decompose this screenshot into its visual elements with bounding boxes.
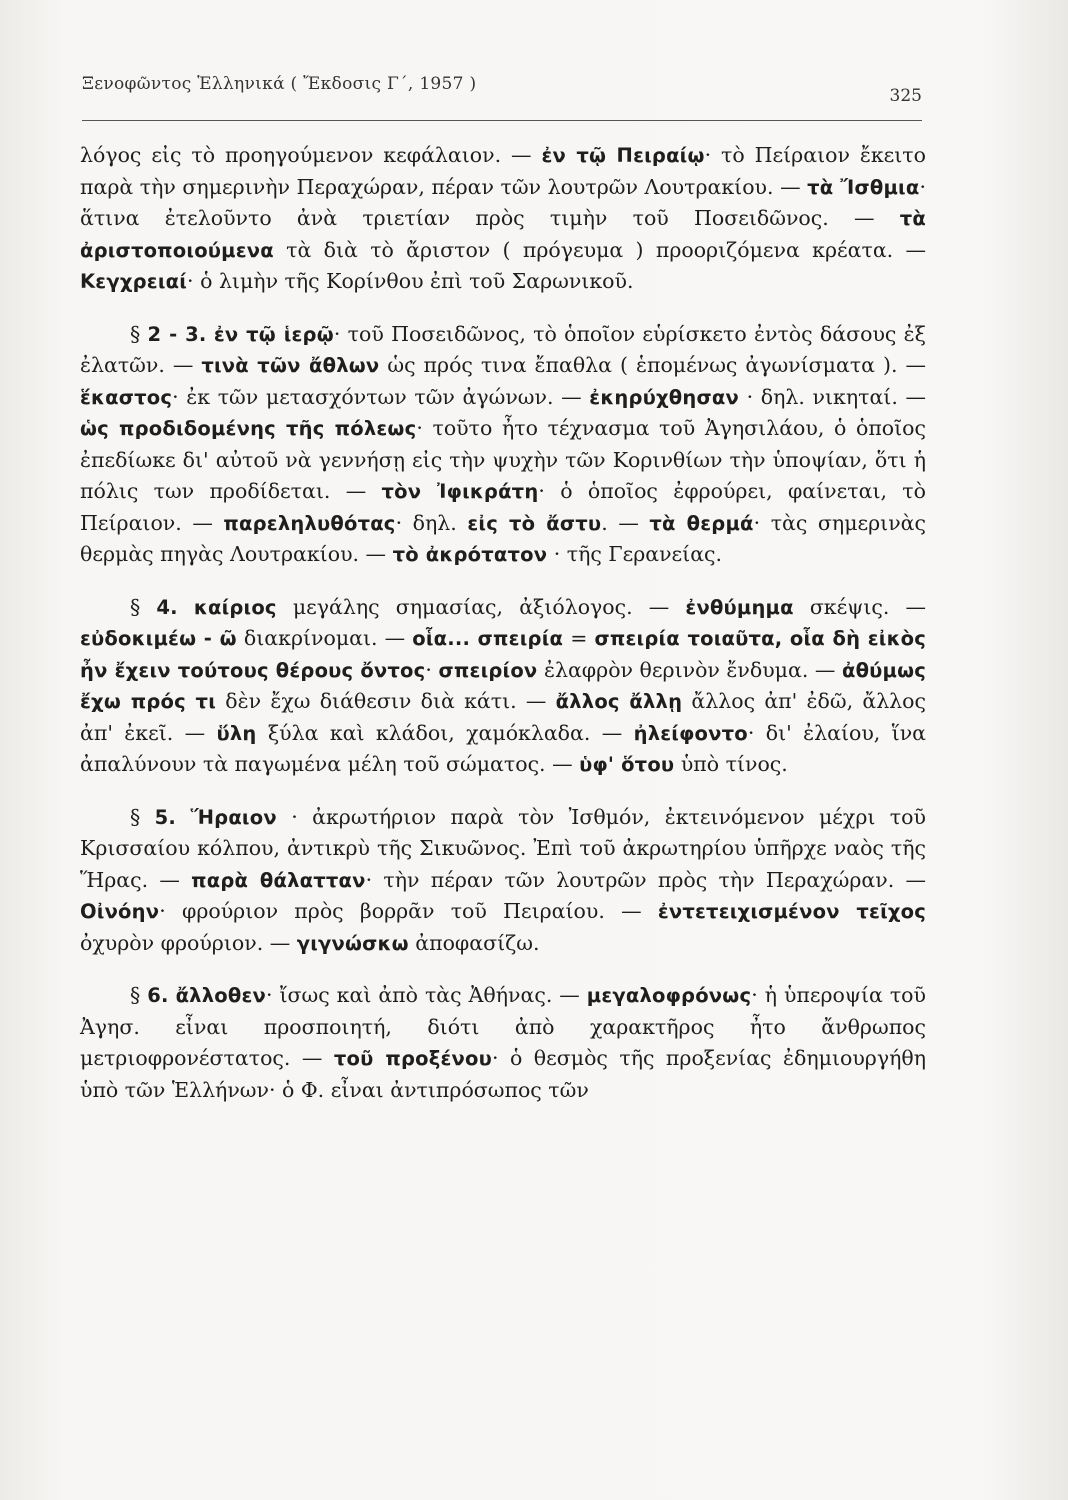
gloss-text: · τῆς Γερανείας. bbox=[547, 542, 723, 566]
lemma: τινὰ τῶν ἄθλων bbox=[201, 354, 380, 377]
gloss-text: δὲν ἔχω διάθεσιν διὰ κάτι. — bbox=[216, 689, 556, 713]
gloss-text: · τοῦ Ποσειδῶνος, τὸ ὁποῖον εὑρίσκετο ἐντὸς δάσους ἐξ ἐλατῶν. — bbox=[80, 321, 926, 377]
gloss-text: · ἡ ὑπεροψία τοῦ Ἀγησ. εἶναι προσποιητή, διότι ἀπὸ χαρακτῆρος ἦτο ἄνθρωπος μετριοφρονέστατος. — bbox=[80, 983, 926, 1070]
lemma: τὰ θερμά bbox=[649, 511, 754, 535]
section-paragraph-5 bbox=[80, 802, 926, 960]
gloss-text: . — bbox=[601, 510, 650, 535]
gloss-text: σκέψις. — bbox=[793, 594, 926, 619]
lemma: γιγνώσκω bbox=[296, 931, 409, 955]
running-head bbox=[82, 64, 922, 104]
gloss-text: · δηλ. νικηταί. — bbox=[738, 384, 926, 409]
gloss-text: · ἐκ τῶν μετασχόντων τῶν ἀγώνων. — bbox=[172, 384, 590, 409]
gloss-text: · ὁ ὁποῖος ἐφρούρει, φαίνεται, τὸ Πείραιον. — bbox=[80, 479, 926, 535]
lemma: τὸν Ἰφικράτη bbox=[381, 480, 539, 503]
gloss-text: ἐλαφρὸν θερινὸν ἔνδυμα. — bbox=[537, 657, 842, 682]
gloss-text: ξύλα καὶ κλάδοι, χαμόκλαδα. — bbox=[256, 720, 634, 745]
gloss-text: · ἅτινα ἐτελοῦντο ἀνὰ τριετίαν πρὸς τιμὴν τοῦ Ποσειδῶνος. — bbox=[80, 174, 926, 230]
section-paragraph-6 bbox=[80, 980, 926, 1106]
lemma: εὐδοκιμέω - ῶ bbox=[80, 627, 237, 650]
gloss-text: · τὸ Πείραιον ἔκειτο παρὰ τὴν σημερινὴν Περαχώραν, πέραν τῶν λουτρῶν Λουτρακίου. — bbox=[80, 143, 926, 199]
gloss-text: § bbox=[130, 594, 157, 619]
lemma: παρεληλυθότας bbox=[223, 511, 396, 535]
lemma: παρὰ θάλατταν bbox=[191, 868, 366, 892]
gloss-text: λόγος εἰς τὸ προηγούμενον κεφάλαιον. — bbox=[80, 143, 542, 167]
lemma: ἠλείφοντο bbox=[633, 721, 748, 745]
lemma: εἰς τὸ ἄστυ bbox=[467, 511, 602, 535]
lemma: Οἰνόην bbox=[80, 900, 160, 923]
gloss-text: · ἀκρωτήριον παρὰ τὸν Ἰσθμόν, ἐκτεινόμενον μέχρι τοῦ Κρισσαίου κόλπου, ἀντικρὺ τῆς Σικυῶνος. Ἐπὶ τοῦ ἀκρωτηρίου ὑπῆρχε ναὸς τῆς Ἥρας. — bbox=[80, 804, 926, 892]
lemma: ὡς προδιδομένης τῆς πόλεως bbox=[80, 417, 417, 440]
lemma: ἕκαστος bbox=[80, 385, 173, 409]
lemma: σπειρία τοιαῦτα, οἷα δὴ εἰκὸς ἦν ἔχειν τούτους θέρους ὄντος bbox=[80, 627, 926, 682]
page-number: 325 bbox=[889, 86, 922, 106]
gloss-text: · ὁ λιμὴν τῆς Κορίνθου ἐπὶ τοῦ Σαρωνικοῦ. bbox=[187, 269, 634, 293]
lemma: ἐντετειχισμένον τεῖχος bbox=[657, 900, 927, 923]
lemma: Κεγχρειαί bbox=[80, 270, 188, 293]
gloss-text: · δηλ. bbox=[395, 510, 468, 535]
gloss-text: ὀχυρὸν φρούριον. — bbox=[80, 930, 297, 955]
lemma: οἷα... σπειρία bbox=[412, 627, 564, 650]
header-rule bbox=[82, 120, 922, 121]
lemma: τὰ ἀριστοποιούμενα bbox=[80, 207, 926, 262]
gloss-text: · ὁ θεσμὸς τῆς προξενίας ἐδημιουργήθη ὑπὸ τῶν Ἑλλήνων· ὁ Φ. εἶναι ἀντιπρόσωπος τῶν bbox=[80, 1046, 926, 1102]
gloss-text bbox=[207, 322, 214, 346]
running-head-title: Ξενοφῶντος Ἑλληνικά ( Ἔκδοσις Γ΄, 1957 ) bbox=[82, 74, 477, 94]
lemma: 5. bbox=[154, 805, 177, 829]
lemma: ἄλλοθεν bbox=[175, 984, 266, 1007]
lemma: ἄλλος ἄλλῃ bbox=[555, 690, 683, 713]
gloss-text: = bbox=[563, 626, 595, 650]
gloss-text: · bbox=[425, 657, 439, 682]
gloss-text: ὑπὸ τίνος. bbox=[674, 752, 788, 776]
gloss-text: · δι' ἐλαίου, ἵνα ἀπαλύνουν τὰ παγωμένα μέλη τοῦ σώματος. — bbox=[80, 720, 926, 776]
lemma: ἐν τῷ Πειραίῳ bbox=[541, 144, 705, 167]
lemma: τὰ Ἴσθμια bbox=[807, 175, 920, 199]
lemma: τὸ ἀκρότατον bbox=[392, 543, 548, 566]
lemma: ὕλη bbox=[216, 721, 257, 745]
lemma: ἀθύμως ἔχω πρός τι bbox=[80, 658, 926, 713]
gloss-text: τὰ διὰ τὸ ἄριστον ( πρόγευμα ) προοριζόμενα κρέατα. — bbox=[273, 237, 926, 262]
lemma: τοῦ προξένου bbox=[333, 1047, 492, 1070]
gloss-text: · τὴν πέραν τῶν λουτρῶν πρὸς τὴν Περαχώραν. — bbox=[365, 867, 926, 892]
lemma: ὑφ' ὅτου bbox=[579, 753, 675, 776]
gloss-text: · ἴσως καὶ ἀπὸ τὰς Ἀθήνας. — bbox=[266, 983, 587, 1007]
gloss-text: ὡς πρός τινα ἔπαθλα ( ἑπομένως ἀγωνίσματα ). — bbox=[379, 353, 926, 377]
gloss-text: ἀποφασίζω. bbox=[408, 930, 540, 955]
lemma: μεγαλοφρόνως bbox=[586, 984, 752, 1007]
lemma: 2 - 3. bbox=[147, 322, 207, 346]
gloss-text: § bbox=[130, 983, 148, 1007]
lemma: ἐν τῷ ἱερῷ bbox=[213, 322, 334, 346]
gloss-text bbox=[169, 983, 176, 1007]
section-paragraph-2-3 bbox=[80, 319, 926, 571]
gloss-text: ἄλλος ἀπ' ἐδῶ, ἄλλος ἀπ' ἐκεῖ. — bbox=[80, 689, 926, 745]
lemma: ἐκηρύχθησαν bbox=[589, 385, 739, 409]
commentary-paragraph bbox=[80, 140, 926, 298]
lemma: 6. bbox=[147, 984, 169, 1007]
gloss-text bbox=[176, 805, 190, 829]
gloss-text: § bbox=[130, 321, 148, 346]
lemma: σπειρίον bbox=[438, 658, 538, 682]
gloss-text: · φρούριον πρὸς βορρᾶν τοῦ Πειραίου. — bbox=[159, 899, 658, 923]
lemma: 4. bbox=[156, 595, 178, 619]
gloss-text: · τοῦτο ἦτο τέχνασμα τοῦ Ἀγησιλάου, ὁ ὁποῖος ἐπεδίωκε δι' αὐτοῦ νὰ γεννήσῃ εἰς τὴν ψυχὴν τῶν Κορινθίων τὴν ὑποψίαν, ὅτι ἡ πόλις των προδίδεται. — bbox=[80, 416, 926, 503]
gloss-text: διακρίνομαι. — bbox=[236, 626, 413, 650]
commentary-body bbox=[80, 140, 926, 1106]
section-paragraph-4 bbox=[80, 592, 926, 781]
gloss-text bbox=[178, 595, 194, 619]
lemma: Ἥραιον bbox=[190, 805, 277, 829]
lemma: καίριος bbox=[193, 595, 277, 619]
gloss-text: § bbox=[130, 804, 155, 829]
lemma: ἐνθύμημα bbox=[685, 595, 794, 619]
gloss-text: μεγάλης σημασίας, ἀξιόλογος. — bbox=[276, 594, 686, 619]
gloss-text: · τὰς σημερινὰς θερμὰς πηγὰς Λουτρακίου. — bbox=[80, 510, 927, 566]
